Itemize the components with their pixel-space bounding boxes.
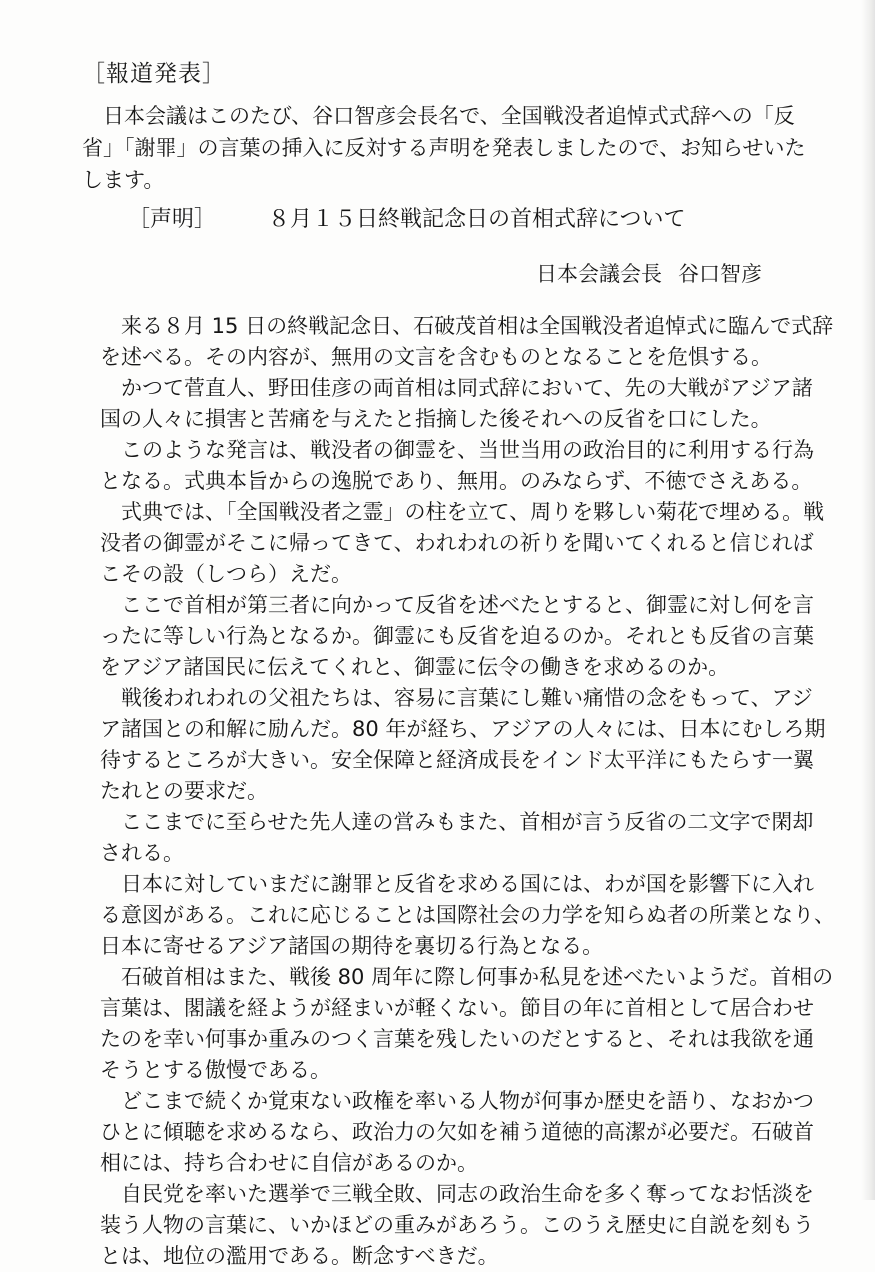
body-line: とは、地位の濫用である。断念すべきだ。 xyxy=(100,1244,499,1268)
body-line: 国の人々に損害と苦痛を与えたと指摘した後それへの反省を口にした。 xyxy=(100,407,772,431)
body-line: こその設（しつら）えだ。 xyxy=(100,562,352,586)
body-line: 没者の御霊がそこに帰ってきて、われわれの祈りを聞いてくれると信じれば xyxy=(100,531,814,555)
body-line: をアジア諸国民に伝えてくれと、御霊に伝令の働きを求めるのか。 xyxy=(100,655,730,679)
body-line: ひとに傾聴を求めるなら、政治力の欠如を補う道徳的高潔が必要だ。石破首 xyxy=(100,1120,814,1144)
author-title: 日本会議会長 xyxy=(536,262,662,286)
body-line: 自民党を率いた選挙で三戦全敗、同志の政治生命を多く奪ってなお恬淡を xyxy=(100,1182,814,1206)
body-line: 石破首相はまた、戦後 80 周年に際し何事か私見を述べたいようだ。首相の xyxy=(100,965,834,989)
intro-paragraph xyxy=(82,100,806,196)
body-line: 式典では、「全国戦没者之霊」の柱を立て、周りを夥しい菊花で埋める。戦 xyxy=(100,500,825,524)
statement-title: ８月１５日終戦記念日の首相式辞について xyxy=(268,207,686,232)
body-line: 日本に寄せるアジア諸国の期待を裏切る行為となる。 xyxy=(100,934,604,958)
body-line: 来る８月 15 日の終戦記念日、石破茂首相は全国戦没者追悼式に臨んで式辞 xyxy=(100,314,834,338)
statement-heading xyxy=(128,202,686,233)
body-line: かつて菅直人、野田佳彦の両首相は同式辞において、先の大戦がアジア諸 xyxy=(100,376,813,400)
body-line: たれとの要求だ。 xyxy=(100,779,268,803)
body-line: このような発言は、戦没者の御霊を、当世当用の政治目的に利用する行為 xyxy=(100,438,814,462)
body-line: 待するところが大きい。安全保障と経済成長をインド太平洋にもたらす一翼 xyxy=(100,748,814,772)
body-line: 相には、持ち合わせに自信があるのか。 xyxy=(100,1151,478,1175)
statement-tag: ［声明］ xyxy=(128,207,217,232)
body-line: 言葉は、閣議を経ようが経まいが軽くない。節目の年に首相として居合わせ xyxy=(100,996,814,1020)
body-line: ア諸国との和解に励んだ。80 年が経ち、アジアの人々には、日本にむしろ期 xyxy=(100,717,826,741)
body-line: そうとする傲慢である。 xyxy=(100,1058,331,1082)
body-line: たのを幸い何事か重みのつく言葉を残したいのだとすると、それは我欲を通 xyxy=(100,1027,814,1051)
body-line: ここで首相が第三者に向かって反省を述べたとすると、御霊に対し何を言 xyxy=(100,593,814,617)
author-line xyxy=(536,258,762,288)
author-name: 谷口智彦 xyxy=(678,262,762,286)
body-line: ここまでに至らせた先人達の営みもまた、首相が言う反省の二文字で閑却 xyxy=(100,810,814,834)
body-line: される。 xyxy=(100,841,184,865)
body-line: 戦後われわれの父祖たちは、容易に言葉にし難い痛惜の念をもって、アジ xyxy=(100,686,813,710)
body-line: となる。式典本旨からの逸脱であり、無用。のみならず、不徳でさえある。 xyxy=(100,469,813,493)
intro-line: 省」「謝罪」の言葉の挿入に反対する声明を発表しましたので、お知らせいた xyxy=(82,136,806,160)
body-line: 日本に対していまだに謝罪と反省を求める国には、わが国を影響下に入れ xyxy=(100,872,814,896)
scan-shadow-edge xyxy=(861,0,875,1200)
body-line: ったに等しい行為となるか。御霊にも反省を迫るのか。それとも反省の言葉 xyxy=(100,624,814,648)
body-line: どこまで続くか覚束ない政権を率いる人物が何事か歴史を語り、なおかつ xyxy=(100,1089,814,1113)
press-release-label: ［報道発表］ xyxy=(82,61,226,87)
body-line: を述べる。その内容が、無用の文言を含むものとなることを危惧する。 xyxy=(100,345,772,369)
body-line: 装う人物の言葉に、いかほどの重みがあろう。このうえ歴史に自説を刻もう xyxy=(100,1213,814,1237)
intro-line: 日本会議はこのたび、谷口智彦会長名で、全国戦没者追悼式式辞への「反 xyxy=(82,104,795,128)
statement-body xyxy=(100,311,835,1272)
body-line: る意図がある。これに応じることは国際社会の力学を知らぬ者の所業となり、 xyxy=(100,903,835,927)
intro-line: します。 xyxy=(82,168,165,192)
